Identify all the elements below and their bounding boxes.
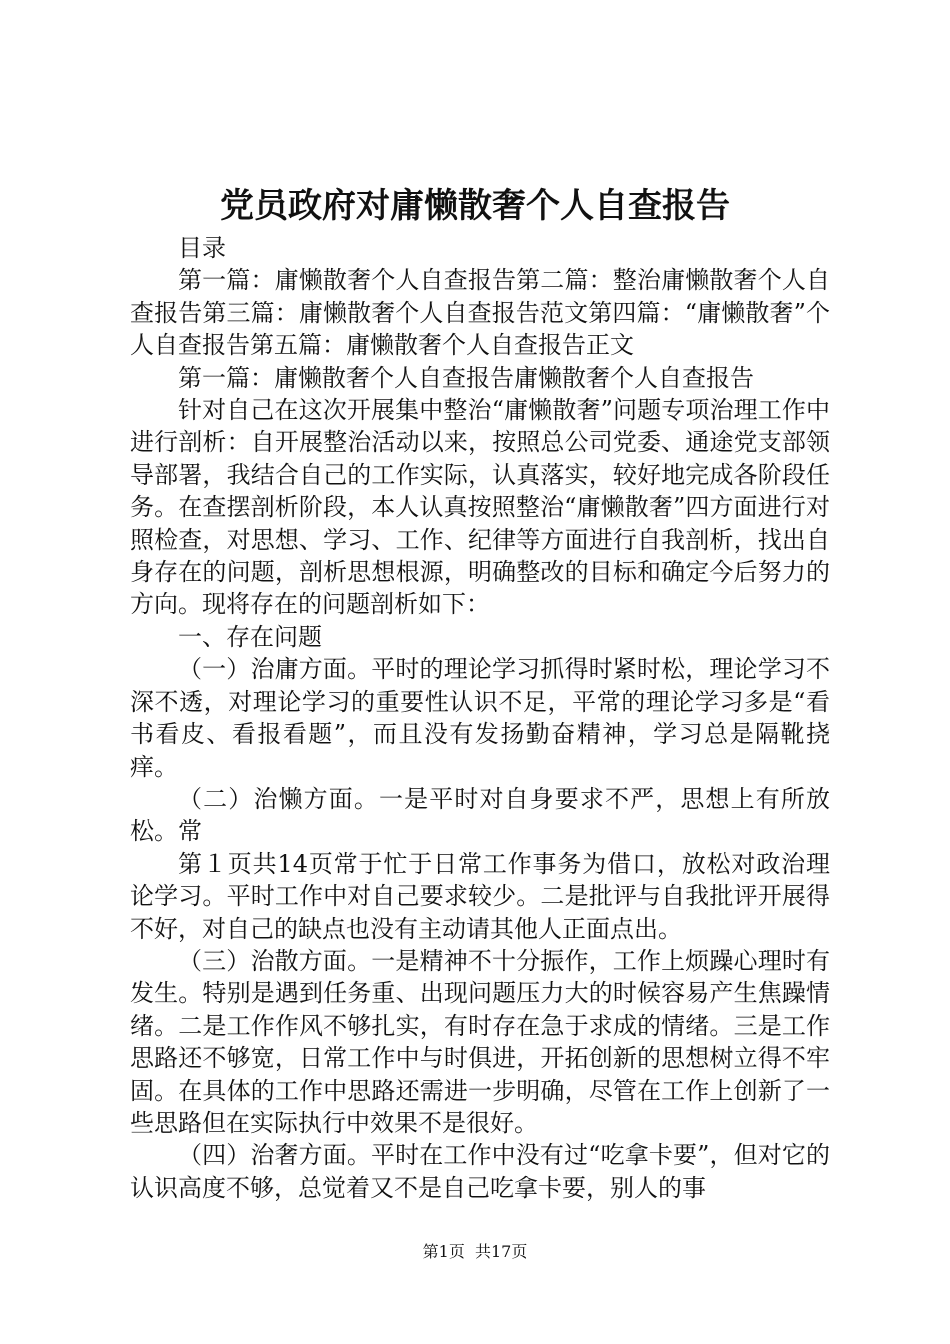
chapter-heading: 第一篇：庸懒散奢个人自查报告庸懒散奢个人自查报告 bbox=[178, 363, 754, 392]
paragraph-item-1: （一）治庸方面。平时的理论学习抓得时紧时松，理论学习不深不透，对理论学习的重要性认识不足，平常的理论学习多是“看书看皮、看报看题”，而且没有发扬勤奋精神，学习总是隔靴挠痒。 bbox=[130, 655, 830, 781]
page-footer bbox=[0, 1240, 950, 1264]
paragraph-continued: 第１页共14页常于忙于日常工作事务为借口，放松对政治理论学习。平时工作中对自己要求较少。二是批评与自我批评开展得不好，对自己的缺点也没有主动请其他人正面点出。 bbox=[130, 849, 830, 943]
toc-entries: 第一篇：庸懒散奢个人自查报告第二篇：整治庸懒散奢个人自查报告第三篇：庸懒散奢个人自查报告范文第四篇：“庸懒散奢”个人自查报告第五篇：庸懒散奢个人自查报告正文 bbox=[130, 266, 830, 360]
paragraph-item-2: （二）治懒方面。一是平时对自身要求不严，思想上有所放松。常 bbox=[130, 784, 830, 846]
paragraph-intro: 针对自己在这次开展集中整治“庸懒散奢”问题专项治理工作中进行剖析：自开展整治活动以来，按照总公司党委、通途党支部领导部署，我结合自己的工作实际，认真落实，较好地完成各阶段任务。在查摆剖析阶段，本人认真按照整治“庸懒散奢”四方面进行对照检查，对思想、学习、工作、纪律等方面进行自我剖析，找出自身存在的问题，剖析思想根源，明确整改的目标和确定今后努力的方向。现将存在的问题剖析如下： bbox=[130, 396, 830, 619]
paragraph-item-4: （四）治奢方面。平时在工作中没有过“吃拿卡要”，但对它的认识高度不够，总觉着又不是自己吃拿卡要，别人的事 bbox=[130, 1141, 830, 1202]
section-heading: 一、存在问题 bbox=[178, 622, 322, 651]
document-title: 党员政府对庸懒散奢个人自查报告 bbox=[220, 186, 730, 226]
page-number: 第1页 共17页 bbox=[422, 1242, 528, 1261]
toc-heading: 目录 bbox=[178, 234, 226, 262]
paragraph-item-3: （三）治散方面。一是精神不十分振作，工作上烦躁心理时有发生。特别是遇到任务重、出现问题压力大的时候容易产生焦躁情绪。二是工作作风不够扎实，有时存在急于求成的情绪。三是工作思路还不够宽，日常工作中与时俱进，开拓创新的思想树立得不牢固。在具体的工作中思路还需进一步明确，尽管在工作上创新了一些思路但在实际执行中效果不是很好。 bbox=[130, 946, 830, 1137]
document-body bbox=[130, 232, 830, 1204]
